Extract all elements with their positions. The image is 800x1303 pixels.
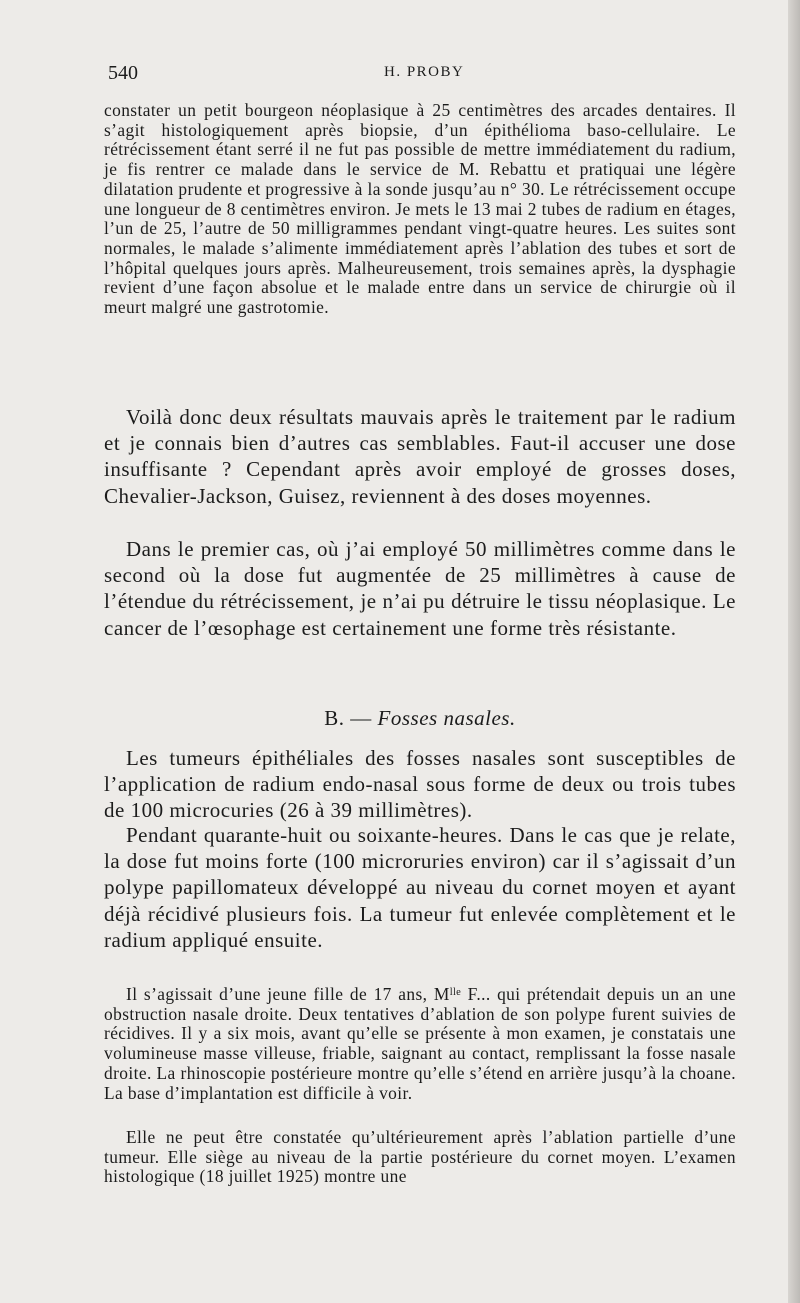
page-number: 540 [108,62,138,84]
body-paragraph: Dans le premier cas, où j’ai employé 50 millimètres comme dans le second où la dose fut augmentée de 25 millimètres à cause de l’étendue du rétrécissement, je n’ai pu détruire le tissu néoplasique. Le cancer de l’œsophage est certainement une forme très résistante. [104,537,736,640]
body-paragraph: Pendant quarante-huit ou soixante-heures. Dans le cas que je relate, la dose fut moins forte (100 microruries environ) car il s’agissait d’un polype papillomateux développé au niveau du cornet moyen et ayant déjà récidivé plusieurs fois. La tumeur fut enlevée complètement et le radium appliqué ensuite. [104,823,736,952]
section-title: Fosses nasales. [377,706,516,730]
case-report-paragraph: constater un petit bourgeon néoplasique à 25 centimètres des arcades dentaires. Il s’agit histologiquement après biopsie, d’un épithélioma baso-cellulaire. Le rétrécissement étant serré il ne fut pas possible de mettre immédiatement du radium, je fis rentrer ce malade dans le service de M. Rebattu et pratiquai une légère dilatation prudente et progressive à la sonde jusqu’au n° 30. Le rétrécissement occupe une longueur de 8 centimètres environ. Je mets le 13 mai 2 tubes de radium en étages, l’un de 25, l’autre de 50 milligrammes pendant vingt-quatre heures. Les suites sont normales, le malade s’alimente immédiatement après l’ablation des tubes et sort de l’hôpital quelques jours après. Malheureusement, trois semaines après, la dysphagie revient d’une façon absolue et le malade entre dans un service de chirurgie où il meurt malgré une gastrotomie. [104,100,736,318]
case-report-paragraph: Il s’agissait d’une jeune fille de 17 ans, Mˡˡᵉ F... qui prétendait depuis un an une obstruction nasale droite. Deux tentatives d’ablation de son polype furent suivies de récidives. Il y a six mois, avant qu’elle se présente à mon examen, je constatais une volumineuse masse villeuse, friable, saignant au contact, remplissant la fosse nasale droite. La rhinoscopie postérieure montre qu’elle s’étend en arrière jusqu’à la choane. La base d’implantation est difficile à voir. [104,984,736,1103]
body-paragraph: Voilà donc deux résultats mauvais après le traitement par le radium et je connais bien d’autres cas semblables. Faut-il accuser une dose insuffisante ? Cependant après avoir employé de grosses doses, Chevalier-Jackson, Guisez, reviennent à des doses moyennes. [104,405,736,508]
body-paragraph: Les tumeurs épithéliales des fosses nasales sont susceptibles de l’application de radium endo-nasal sous forme de deux ou trois tubes de 100 microcuries (26 à 39 millimètres). [104,746,736,823]
section-label: B. — [324,706,372,730]
page-edge [788,0,800,1303]
page-header [108,62,736,88]
section-heading [104,706,736,731]
case-report-paragraph: Elle ne peut être constatée qu’ultérieurement après l’ablation partielle d’une tumeur. Elle siège au niveau de la partie postérieure du cornet moyen. L’examen histologique (18 juillet 1925) montre une [104,1127,736,1187]
running-head: H. PROBY [384,64,465,80]
